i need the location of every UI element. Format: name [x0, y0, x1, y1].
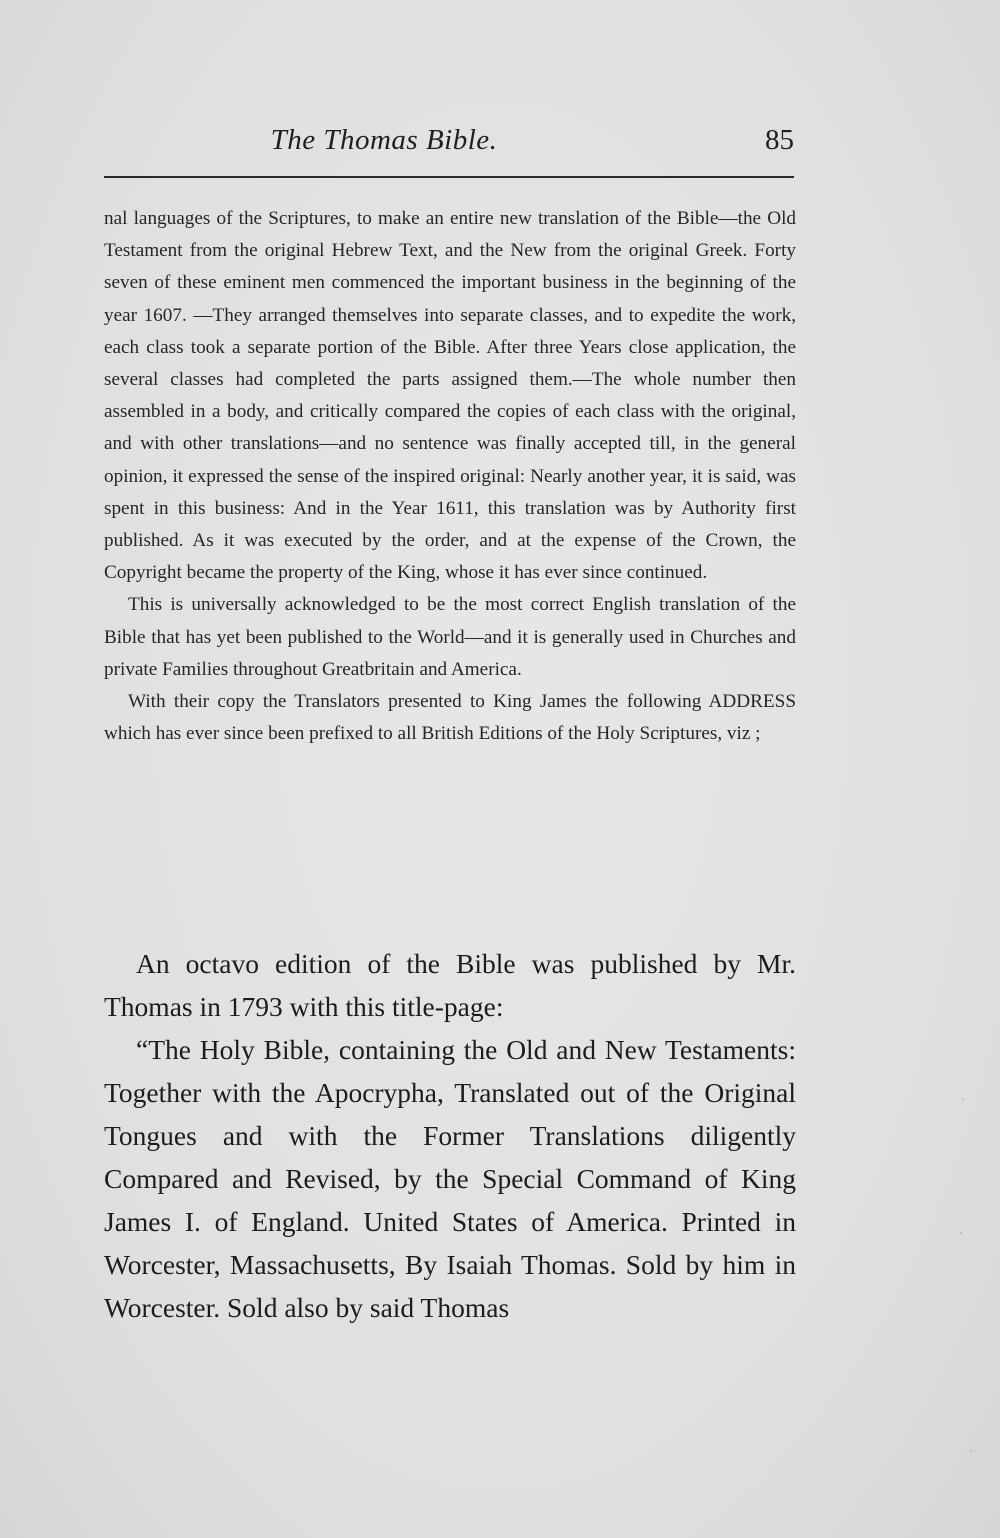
- paper-speck: [970, 1450, 972, 1452]
- body-text: [104, 942, 796, 1329]
- header-rule: [104, 176, 794, 178]
- running-title: The Thomas Bible.: [270, 124, 498, 156]
- paper-speck: [960, 1232, 962, 1234]
- quoted-paragraph-3: With their copy the Translators presented to King James the following ADDRESS which has ever since been prefixed to all British Editions of the Holy Scriptures, viz ;: [104, 691, 796, 745]
- quoted-passage: [104, 203, 796, 750]
- body-paragraph-2: “The Holy Bible, containing the Old and New Testaments: Together with the Apocrypha, Translated out of the Original Tongues and with the Former Translations diligently Compared and Revised, by the Special Command of King James I. of England. United States of America. Printed in Worcester, Massachusetts, By Isaiah Thomas. Sold by him in Worcester. Sold also by said Thomas: [104, 1034, 796, 1323]
- paper-speck: [962, 1098, 964, 1100]
- quoted-paragraph-1: nal languages of the Scriptures, to make an entire new translation of the Bible—the Old Testament from the original Hebrew Text, and the New from the original Greek. Forty seven of these eminent men commenced the important business in the beginning of the year 1607. —They arranged themselves into separate classes, and to expedite the work, each class took a separate portion of the Bible. After three Years close application, the several classes had completed the parts assigned them.—The whole number then assembled in a body, and critically compared the copies of each class with the original, and with other translations—and no sentence was finally accepted till, in the general opinion, it expressed the sense of the inspired original: Nearly another year, it is said, was spent in this business: And in the Year 1611, this translation was by Authority first published. As it was executed by the order, and at the expense of the Crown, the Copyright became the property of the King, whose it has ever since continued.: [104, 208, 796, 584]
- quoted-paragraph-2: This is universally acknowledged to be the most correct English translation of the Bible that has yet been published to the World—and it is generally used in Churches and private Families throughout Greatbritain and America.: [104, 594, 796, 680]
- running-head: [104, 118, 794, 162]
- page-number: 85: [765, 124, 794, 156]
- body-paragraph-1: An octavo edition of the Bible was published by Mr. Thomas in 1793 with this title-page:: [104, 948, 796, 1022]
